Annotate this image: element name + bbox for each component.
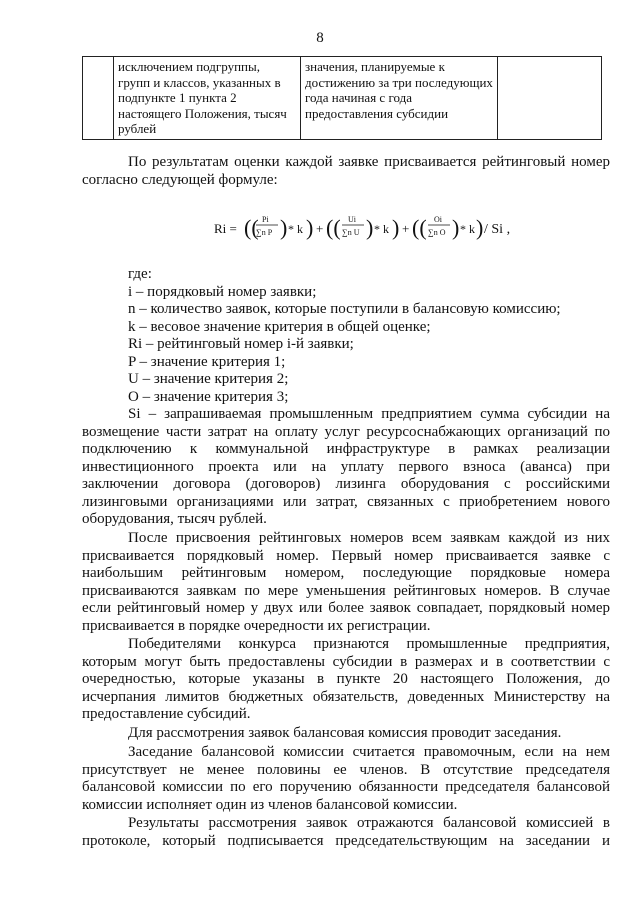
definition-item: P – значение критерия 1; [128,353,286,370]
formula-k-2: * k [374,222,389,236]
text-line: Si – запрашиваемая промышленным предприятием сумма субсидии на [128,406,610,422]
definition-item: U – значение критерия 2; [128,371,289,387]
text-line: лизинговыми организациями или затрат, связанных с приобретением нового [82,493,610,510]
formula-den-1: ∑n P [256,228,273,237]
formula-paren: (( [326,215,341,240]
table-row [83,57,602,140]
formula-num-1: Pi [262,215,269,224]
text-line: которым могут быть предоставлены субсидии в размерах и в соответствии с [82,653,610,670]
intro-paragraph [82,154,610,189]
cell-line: предоставления субсидии [305,105,449,121]
text-line: присваивается в порядке очередности их регистрации. [82,617,431,634]
meeting-paragraph [82,725,610,743]
definitions-list [82,266,610,406]
text-line: предоставление субсидий. [82,706,251,722]
si-paragraph [82,406,610,529]
results-paragraph [82,815,610,850]
cell-line: года начиная с года [305,90,412,105]
formula-k-3: * k [460,222,475,236]
formula-plus: + [402,221,410,236]
definition-item: n – количество заявок, которые поступили в балансовую комиссию; [128,301,561,317]
formula-plus: + [316,221,324,236]
text-line: возмещение части затрат на оплату услуг ресурсоснабжающих организаций по [82,423,610,440]
quorum-paragraph [82,744,610,814]
page-number: 8 [316,30,324,46]
text-line: согласно следующей формуле: [82,171,278,188]
formula-num-2: Ui [348,215,356,224]
formula-den-2: ∑n U [342,228,360,237]
cell-line: настоящего Положения, тысяч [118,105,287,121]
formula-num-3: Oi [434,215,442,224]
cell-line: исключением подгруппы, [118,59,260,74]
formula-k-1: * k [288,222,303,236]
definition-item: i – порядковый номер заявки; [128,283,317,300]
rating-order-paragraph [82,530,610,635]
formula-paren: ) [280,215,288,240]
text-line: наибольшим рейтинговым номером, последующие порядковые номера [82,565,610,581]
winners-paragraph [82,636,610,724]
cell-line: рублей [118,121,157,136]
text-line: очередностью, которые указаны в пункте 20 настоящего Положения, до [82,671,610,687]
text-line: Результаты рассмотрения заявок отражаются балансовой комиссией в [128,815,610,831]
formula-den-3: ∑n O [428,228,446,237]
text-line: присваиваются заявкам по мере уменьшения рейтинговых номеров. В случае [82,582,610,599]
cell-line: достижению за три последующих [305,74,493,90]
definition-item: Ri – рейтинговый номер i-й заявки; [128,336,354,352]
text-line: Победителями конкурса признаются промышленные предприятия, [128,636,610,652]
formula-paren: ) [366,215,374,240]
where-label: где: [128,266,152,282]
text-line: инвестиционного проекта или на уплату первого взноса (аванса) при [82,458,610,475]
text-line: если рейтинговый номер у двух или более заявок совпадает, порядковый номер [82,600,610,616]
text-line: балансовой комиссии по его поручению обязанности председателя балансовой [82,779,610,795]
text-line: протоколе, который подписывается председательствующим на заседании и [82,832,610,849]
text-line: комиссии исполняет один из членов балансовой комиссии. [82,796,458,813]
text-line: Заседание балансовой комиссии считается правомочным, если на нем [128,744,610,760]
text-line: исчерпания лимитов бюджетных обязательств, доведенных Министерству на [82,688,610,705]
text-line: По результатам оценки каждой заявке присваивается рейтинговый номер [128,154,610,170]
text-line: заключении договора (договоров) лизинга оборудования с российскими [82,476,610,492]
rating-formula [214,208,514,248]
table-cell-indicator [114,57,301,140]
continued-table [82,56,602,140]
text-line: Для рассмотрения заявок балансовая комиссия проводит заседания. [128,725,562,741]
formula-tail: / Si , [484,222,511,237]
table-cell-number [83,57,114,140]
formula-paren: ) [452,215,460,240]
text-line: присутствует не менее половины ее членов. В отсутствие председателя [82,761,610,778]
table-cell-empty [497,57,601,140]
formula-lhs: Ri = [214,221,237,236]
formula-paren: (( [412,215,427,240]
text-line: оборудования, тысяч рублей. [82,511,267,527]
text-line: подключению к коммунальной инфраструктуре в рамках реализации [82,441,610,457]
formula-paren: (( [244,215,259,240]
cell-line: групп и классов, указанных в [118,74,281,90]
text-line: После присвоения рейтинговых номеров всем заявкам каждой из них [128,530,610,546]
formula-paren: ) [392,215,400,240]
formula-paren: ) [476,215,484,240]
formula-paren: ) [306,215,314,240]
table-cell-description [301,57,498,140]
cell-line: подпункте 1 пункта 2 [118,90,237,105]
definition-item: O – значение критерия 3; [128,388,289,405]
text-line: присваивается порядковый номер. Первый номер присваивается заявке с [82,547,610,564]
cell-line: значения, планируемые к [305,59,445,74]
definition-item: k – весовое значение критерия в общей оценке; [128,318,431,335]
